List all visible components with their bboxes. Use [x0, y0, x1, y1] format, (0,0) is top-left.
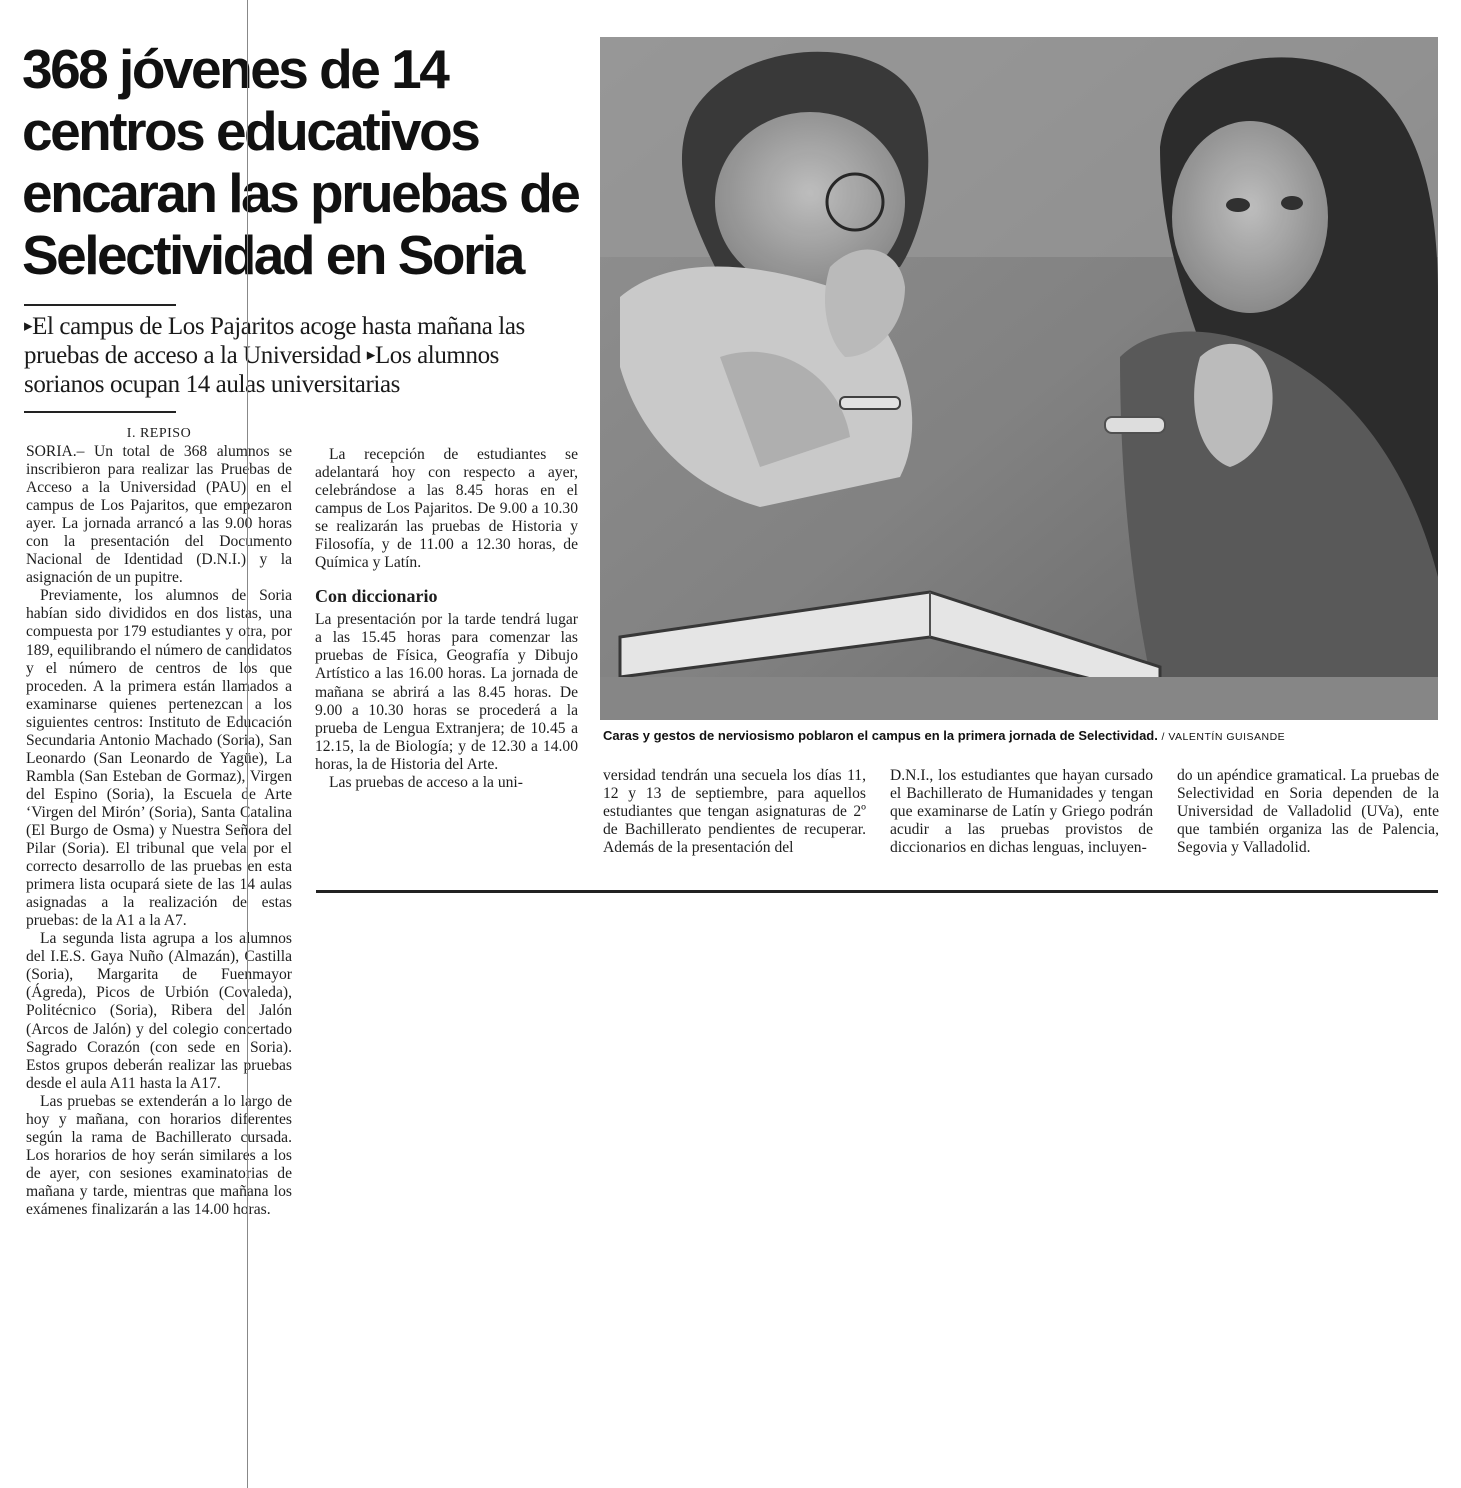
deck-line-1: El campus de Los Pajaritos acoge hasta mañana las pruebas de acceso a la Universidad	[24, 313, 525, 369]
scan-fold-line	[247, 0, 248, 1488]
section-subtitle: Con diccionario	[315, 586, 438, 607]
body-paragraph: SORIA.– Un total de 368 alumnos se inscribieron para realizar las Pruebas de Acceso a la Universidad (PAU) en el campus de Los Pajaritos, que empezaron ayer. La jornada arrancó a las 9.00 horas con la presentación del Documento Nacional de Identidad (D.N.I.) y la asignación de un pupitre.	[26, 443, 292, 587]
headline: 368 jóvenes de 14 centros educativos encaran las pruebas de Selectividad en Soria	[22, 38, 579, 286]
photo-illustration	[600, 37, 1438, 720]
article-bottom-rule	[316, 890, 1438, 893]
body-column-3	[603, 767, 866, 857]
body-paragraph: Las pruebas se extenderán a lo largo de hoy y mañana, con horarios diferentes según la rama de Bachillerato cursada. Los horarios de hoy serán similares a los de ayer, con sesiones examinatorias de mañana y tarde, mientras que mañana los exámenes finalizarán a las 14.00 horas.	[26, 1092, 292, 1218]
body-paragraph: Previamente, los alumnos de Soria habían sido divididos en dos listas, una compuesta por 179 estudiantes y otra, por 189, equilibrando el número de candidatos y el número de centros de los que proceden. A la primera están llamados a examinarse quienes pertenezcan a los siguientes centros: Instituto de Educación Secundaria Antonio Machado (Soria), San Leonardo (San Leonardo de Yagüe), La Rambla (San Esteban de Gormaz), Virgen del Espino (Soria), la Escuela de Arte ‘Virgen del Mirón’ (Soria), Santa Catalina (El Burgo de Osma) y Nuestra Señora del Pilar (Soria). El tribunal que vela por el correcto desarrollo de las pruebas en esta primera lista ocupará siete de las 14 aulas asignadas a la realización de estas pruebas: de la A1 a la A7.	[26, 587, 292, 930]
body-paragraph: La segunda lista agrupa a los alumnos del I.E.S. Gaya Nuño (Almazán), Castilla (Soria), Margarita de Fuenmayor (Ágreda), Picos de Urbión (Covaleda), Politécnico (Soria), Ribera del Jalón (Arcos de Jalón) y del colegio concertado Sagrado Corazón (con sede en Soria). Estos grupos deberán realizar las pruebas desde el aula A11 hasta la A17.	[26, 930, 292, 1092]
body-column-2	[315, 446, 578, 792]
photo-credit: / VALENTÍN GUISANDE	[1161, 731, 1286, 743]
body-paragraph: Las pruebas de acceso a la uni-	[329, 773, 523, 791]
body-paragraph: D.N.I., los estudiantes que hayan cursado el Bachillerato de Humanidades y tengan que examinarse de Latín y Griego podrán acudir a las pruebas provistos de diccionarios en dichas lenguas, incluyen-	[890, 767, 1153, 857]
body-column-5	[1177, 767, 1439, 857]
byline: I. REPISO	[126, 426, 192, 441]
deck-line-2: Los alumnos sorianos ocupan 14 aulas universitarias	[24, 342, 500, 398]
triangle-bullet-icon: ▸	[366, 345, 375, 365]
body-paragraph: versidad tendrán una secuela los días 11, 12 y 13 de septiembre, para aquellos estudiantes que tengan asignaturas de 2º de Bachillerato pendientes de recuperar. Además de la presentación del	[603, 767, 866, 857]
photo-caption	[603, 728, 1439, 745]
triangle-bullet-icon: ▸	[24, 316, 33, 336]
body-paragraph: La recepción de estudiantes se adelantará hoy con respecto a ayer, celebrándose a las 8.45 horas en el campus de Los Pajaritos. De 9.00 a 10.30 se realizarán las pruebas de Historia y Filosofía, y de 11.00 a 12.30 horas, de Química y Latín.	[315, 446, 578, 572]
body-paragraph: do un apéndice gramatical. La pruebas de Selectividad en Soria dependen de la Universidad de Valladolid (UVa), ente que también organiza las de Palencia, Segovia y Valladolid.	[1177, 767, 1439, 857]
deck-bottom-rule	[24, 411, 176, 413]
body-column-1	[26, 425, 292, 1219]
body-column-4	[890, 767, 1153, 857]
deck	[24, 312, 584, 399]
caption-text: Caras y gestos de nerviosismo poblaron el campus en la primera jornada de Selectividad.	[603, 728, 1158, 743]
deck-top-rule	[24, 304, 176, 306]
news-photo	[600, 37, 1438, 720]
body-paragraph: La presentación por la tarde tendrá lugar a las 15.45 horas para comenzar las pruebas de Física, Geografía y Dibujo Artístico a las 16.00 horas. La jornada de mañana se abrirá a las 8.45 horas. De 9.00 a 10.30 horas se procederá a la prueba de Lengua Extranjera; de 10.45 a 12.15, la de Biología; y de 12.30 a 14.00 horas, la de Historia del Arte.	[315, 611, 578, 773]
